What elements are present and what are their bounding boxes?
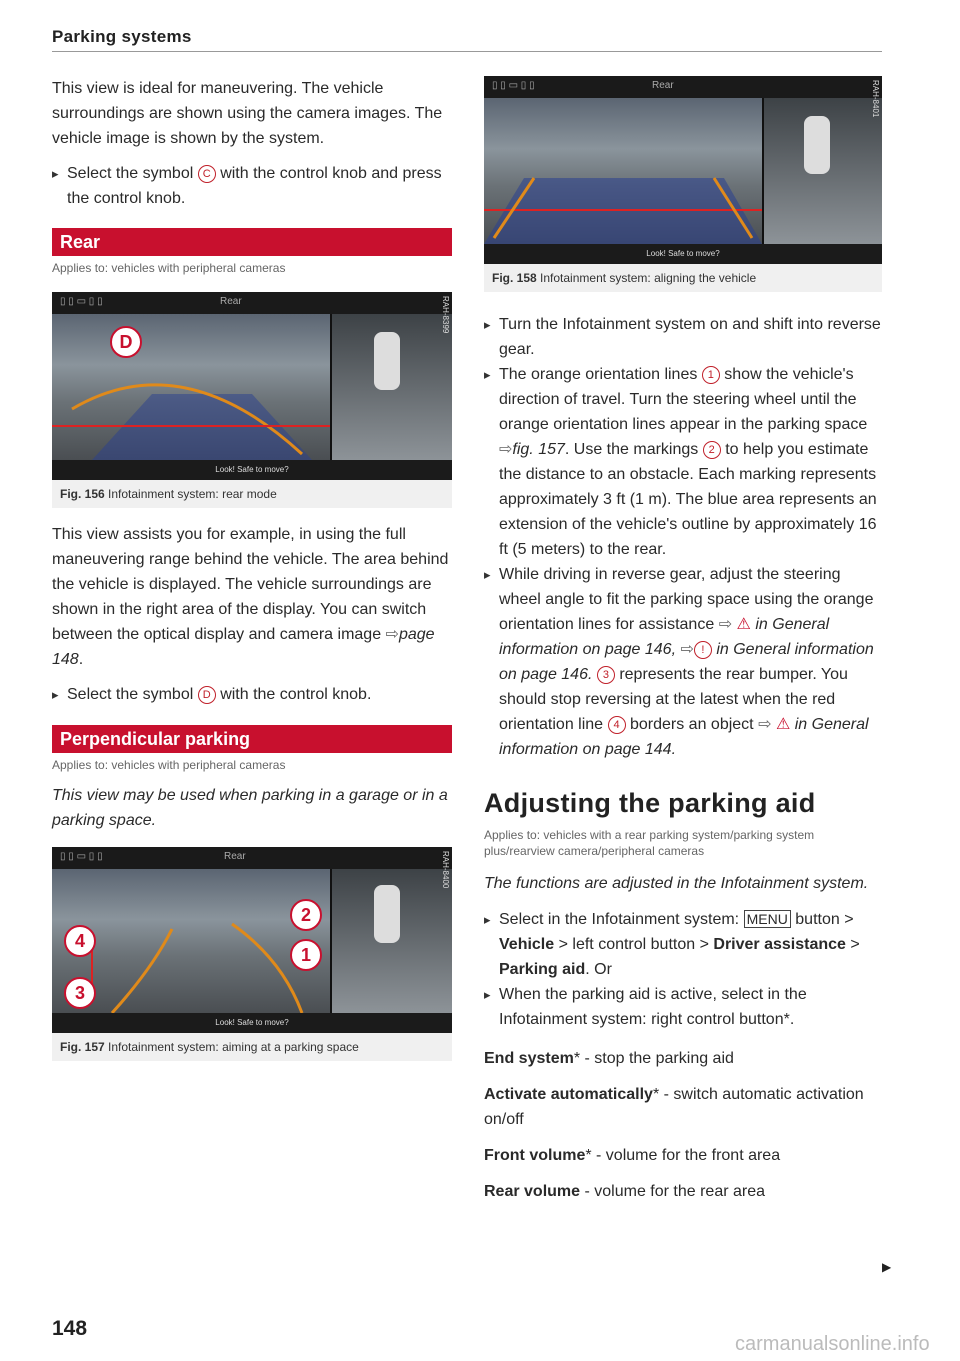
figure-caption (52, 1033, 452, 1061)
symbol-d: D (198, 686, 216, 704)
screen-topbar (52, 847, 452, 869)
warning-icon: ⚠ (736, 616, 751, 633)
figure-code: RAH-8399 (441, 296, 450, 334)
rear-bullet (52, 682, 452, 707)
intro-bullet (52, 161, 452, 211)
rear-paragraph-text: This view assists you for example, in using the full maneuvering range behind the vehicle. The area behind the vehicle is displayed. The vehicle surroundings are shown in the right area of the display. You can switch between the optical display and camera image (52, 526, 449, 643)
orange-line (112, 929, 172, 1013)
warning-icon: ⚠ (775, 716, 791, 733)
perpendicular-applies: Applies to: vehicles with peripheral cameras (52, 758, 286, 772)
figure-157 (52, 847, 452, 1061)
adjust-step-1-e: . Or (585, 961, 612, 978)
option-end-system (484, 1046, 882, 1071)
continue-arrow-icon: ▶ (882, 1260, 892, 1274)
figure-code: RAH-8400 (441, 851, 450, 889)
fig-caption-text: Infotainment system: aiming at a parking space (108, 1040, 359, 1054)
orange-line (232, 924, 302, 1013)
screen-topbar (52, 292, 452, 314)
option-desc: * - volume for the front area (585, 1147, 781, 1164)
fig-number: Fig. 156 (60, 487, 105, 501)
menu-parking-aid: Parking aid (499, 961, 586, 978)
rear-paragraph: This view assists you for example, in using the full maneuvering range behind the vehicle. The area behind the vehicle is displayed. The vehicle surroundings are shown in the right area of the display. You can switch between the optical display and camera image ⇨page 148. (52, 526, 449, 668)
intro-bullet-text-a: Select the symbol (67, 165, 194, 182)
adjust-step-1 (484, 907, 882, 982)
num-4: 4 (608, 716, 626, 734)
adjusting-heading: Adjusting the parking aid (484, 788, 816, 818)
marker-1: 1 (290, 939, 322, 971)
step-2-text-a: The orange orientation lines (499, 366, 698, 383)
topbar-icons: ▯ ▯ ▭ ▯ ▯ (60, 296, 103, 307)
screen-label: Rear (224, 851, 246, 862)
perpendicular-intro: This view may be used when parking in a garage or in a parking space. (52, 787, 448, 829)
adjust-step-1-c: > left control button > (558, 936, 709, 953)
step-3: ▸ While driving in reverse gear, adjust the steering wheel angle to fit the parking space using the orange orientation lines for assistance ⇨ ⚠ in General information on page 146, ⇨ ! in General information on page 146. 3 represents the rear bumper. You should stop reversing at the latest when the red orientation line 4 borders an object ⇨ ⚠ in General information on page 144. (484, 562, 882, 762)
menu-driver-assistance: Driver assistance (713, 936, 846, 953)
caution-icon: ! (694, 641, 712, 659)
fig-number: Fig. 158 (492, 271, 537, 285)
option-rear-volume (484, 1179, 882, 1204)
num-1: 1 (702, 366, 720, 384)
ref-1: in General information on page 146, (499, 616, 830, 658)
adjust-step-1-a: Select in the Infotainment system: (499, 911, 740, 928)
align-screen (484, 76, 882, 264)
camera-image (484, 98, 762, 244)
step-2-text-c: . Use the markings (564, 441, 699, 458)
option-desc: * - stop the parking aid (573, 1050, 734, 1067)
intro-paragraph: This view is ideal for maneuvering. The vehicle surroundings are shown using the camera images. The vehicle image is shown by the system. (52, 80, 443, 147)
fig-caption-text: Infotainment system: aligning the vehicle (540, 271, 757, 285)
option-desc: - volume for the rear area (580, 1183, 766, 1200)
header-divider (52, 51, 882, 52)
procedure-list (484, 312, 882, 762)
option-term: Rear volume (484, 1183, 581, 1200)
adjust-step-1-b: button > (795, 911, 854, 928)
screen-label: Rear (220, 296, 242, 307)
page-number: 148 (52, 1317, 88, 1340)
warning-bar: Look! Safe to move? (484, 244, 882, 264)
step-3-text-a: While driving in reverse gear, adjust the steering wheel angle to fit the parking space using the orange orientation lines for assistance (499, 566, 874, 633)
marker-2: 2 (290, 899, 322, 931)
vehicle-icon (374, 885, 400, 943)
vehicle-icon (804, 116, 830, 174)
option-term: End system (484, 1050, 574, 1067)
ref-2: in General information on page 146. (499, 641, 874, 683)
figure-156 (52, 292, 452, 508)
figure-caption (52, 480, 452, 508)
step-2: ▸ The orange orientation lines 1 show the vehicle's direction of travel. Turn the steering wheel until the orange orientation lines appear in the parking space ⇨fig. 157. Use the markings 2 to help you estimate the distance to an obstacle. Each marking represents approximately 3 ft (1 m). The blue area represents an extension of the vehicle's outline by approximately 16 ft (5 meters) to the rear. (484, 362, 882, 562)
menu-key: MENU (744, 910, 791, 928)
figure-code: RAH-8401 (871, 80, 880, 118)
perpendicular-heading: Perpendicular parking (52, 725, 452, 753)
topbar-icons: ▯ ▯ ▭ ▯ ▯ (60, 851, 103, 862)
ref-3: in General information on page 144. (499, 716, 869, 758)
menu-vehicle: Vehicle (499, 936, 555, 953)
adjusting-applies: Applies to: vehicles with a rear parking system/parking system plus/rearview camera/peripheral cameras (484, 828, 815, 858)
parking-space-screen (52, 847, 452, 1033)
option-front-volume (484, 1143, 882, 1168)
rear-mode-screen (52, 292, 452, 480)
num-3: 3 (597, 666, 615, 684)
topbar-icons: ▯ ▯ ▭ ▯ ▯ (492, 80, 535, 91)
intro-bullet-text-b: with the control knob and press the control knob. (67, 165, 442, 207)
rear-bullet-text-b: with the control knob. (220, 686, 372, 703)
marker-3: 3 (64, 977, 96, 1009)
adjust-step-1-d: > (850, 936, 860, 953)
step-3-text-b: represents the rear bumper. You should stop reversing at the latest when the red orientation line (499, 666, 848, 733)
guide-lines-svg (52, 314, 330, 460)
screen-label: Rear (652, 80, 674, 91)
top-view (764, 98, 882, 244)
warning-bar: Look! Safe to move? (52, 1013, 452, 1033)
rear-applies: Applies to: vehicles with peripheral cameras (52, 261, 286, 275)
step-2-text-d: to help you estimate the distance to an obstacle. Each marking represents approximately 3 ft (1 m). The blue area represents an extension of the vehicle's outline by approximately 16 ft (5 meters) to the rear. (499, 441, 877, 558)
page-ref: page 148 (52, 626, 435, 668)
option-activate-automatically (484, 1082, 882, 1132)
adjusting-intro: The functions are adjusted in the Infotainment system. (484, 875, 869, 892)
rear-heading: Rear (52, 228, 452, 256)
figure-158 (484, 76, 882, 292)
top-view (332, 314, 452, 460)
figure-caption (484, 264, 882, 292)
option-desc: * - switch automatic activation on/off (484, 1086, 864, 1128)
fig-number: Fig. 157 (60, 1040, 105, 1054)
option-list (484, 1046, 882, 1204)
vehicle-icon (374, 332, 400, 390)
top-view (332, 869, 452, 1013)
watermark: carmanualsonline.info (735, 1333, 930, 1355)
step-1: ▸ Turn the Infotainment system on and shift into reverse gear. (484, 312, 882, 362)
section-title: Parking systems (52, 27, 192, 46)
screen-topbar (484, 76, 882, 98)
symbol-c: C (198, 165, 216, 183)
step-2-text-b: show the vehicle's direction of travel. Turn the steering wheel until the orange orientation lines appear in the parking space (499, 366, 868, 433)
camera-image (52, 314, 330, 460)
num-2: 2 (703, 441, 721, 459)
option-term: Front volume (484, 1147, 586, 1164)
option-term: Activate automatically (484, 1086, 653, 1103)
rear-bullet-text-a: Select the symbol (67, 686, 194, 703)
marker-4: 4 (64, 925, 96, 957)
fig-ref: fig. 157 (512, 441, 565, 458)
right-column (484, 76, 882, 1204)
warning-bar: Look! Safe to move? (52, 460, 452, 480)
adjust-step-2: ▸ When the parking aid is active, select in the Infotainment system: right control button*. (484, 982, 882, 1032)
step-3-text-c: borders an object (629, 716, 754, 733)
guide-lines-svg (484, 98, 762, 244)
marker-d: D (110, 326, 142, 358)
left-column (52, 76, 452, 1061)
fig-caption-text: Infotainment system: rear mode (108, 487, 277, 501)
